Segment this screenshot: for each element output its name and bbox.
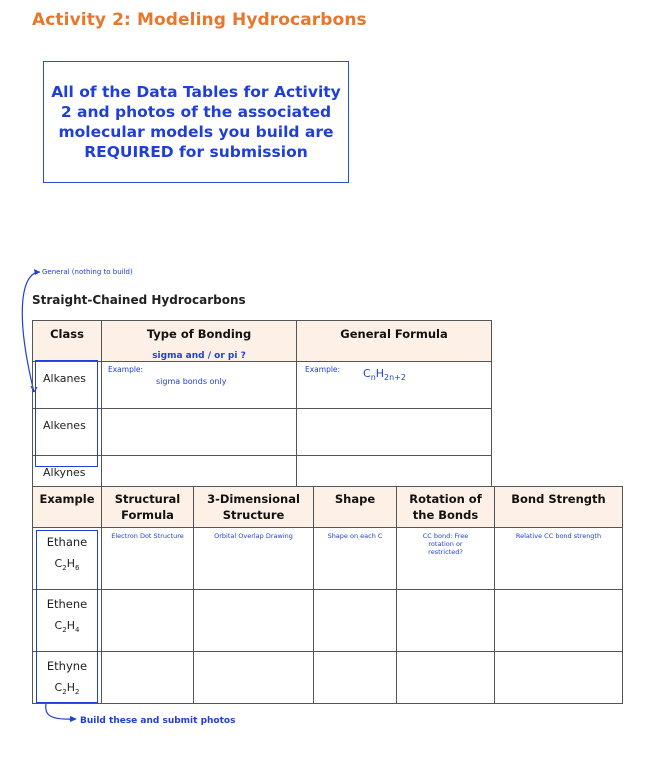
header-shape: Shape [314, 487, 397, 528]
bonding-example: sigma bonds only [156, 377, 227, 386]
structural-cell[interactable] [102, 528, 194, 590]
header-strength: Bond Strength [495, 487, 623, 528]
three-d-cell[interactable] [194, 652, 314, 704]
three-d-hint: Orbital Overlap Drawing [214, 532, 293, 540]
strength-cell[interactable] [495, 590, 623, 652]
class-cell: Alkenes [33, 409, 102, 456]
class-cell: Alkanes [33, 362, 102, 409]
structural-cell[interactable] [102, 590, 194, 652]
bonding-cell[interactable] [102, 362, 297, 409]
example-name: Ethyne [46, 659, 88, 673]
three-d-cell[interactable] [194, 590, 314, 652]
rotation-hint: CC bond: Free rotation or restricted? [422, 532, 469, 556]
example-label: Example: [305, 365, 341, 374]
three-d-cell[interactable] [194, 528, 314, 590]
example-formula: $C_2H_2$ [54, 681, 80, 697]
table-row [33, 362, 492, 409]
shape-cell[interactable] [314, 652, 397, 704]
strength-cell[interactable] [495, 528, 623, 590]
strength-cell[interactable] [495, 652, 623, 704]
shape-cell[interactable] [314, 590, 397, 652]
header-formula: General Formula [297, 321, 492, 362]
header-rotation: Rotation of the Bonds [397, 487, 495, 528]
header-bonding: Type of Bonding sigma and / or pi ? [102, 321, 297, 362]
table-row [33, 652, 623, 704]
example-label: Example: [108, 365, 144, 374]
header-example: Example [33, 487, 102, 528]
header-3d: 3-Dimensional Structure [194, 487, 314, 528]
structural-hint: Electron Dot Structure [111, 532, 184, 540]
shape-hint: Shape on each C [327, 532, 383, 540]
example-formula: $C_2H_4$ [54, 619, 80, 635]
strength-hint: Relative CC bond strength [515, 532, 602, 540]
example-name: Ethene [46, 597, 88, 611]
table-row [33, 409, 492, 456]
structural-cell[interactable] [102, 652, 194, 704]
hydrocarbon-examples-table [32, 486, 623, 704]
build-note: Build these and submit photos [80, 716, 236, 726]
formula-cell[interactable] [297, 362, 492, 409]
classes-highlight-box [35, 360, 98, 467]
rotation-cell[interactable] [397, 590, 495, 652]
class-cell: Alkynes [33, 456, 102, 503]
hydrocarbon-classes-table [32, 320, 492, 503]
examples-highlight-box [36, 530, 98, 703]
formula-cell[interactable] [297, 409, 492, 456]
table-row [33, 590, 623, 652]
header-bonding-sub: sigma and / or pi ? [152, 351, 246, 361]
example-formula: $C_2H_6$ [54, 557, 80, 573]
notice-text: All of the Data Tables for Activity 2 and photos of the associated molecular models you build are REQUIRED for submission [51, 83, 341, 161]
rotation-cell[interactable] [397, 652, 495, 704]
shape-cell[interactable] [314, 528, 397, 590]
header-class: Class [33, 321, 102, 362]
section-heading: Straight-Chained Hydrocarbons [32, 293, 246, 307]
page-title: Activity 2: Modeling Hydrocarbons [32, 10, 367, 30]
rotation-cell[interactable] [397, 528, 495, 590]
general-note: General (nothing to build) [42, 268, 133, 276]
header-structural: Structural Formula [102, 487, 194, 528]
bonding-cell[interactable] [102, 409, 297, 456]
general-formula-example: $C_nH_{2n+2}$ [363, 367, 406, 383]
example-name: Ethane [46, 535, 88, 549]
table-row [33, 528, 623, 590]
